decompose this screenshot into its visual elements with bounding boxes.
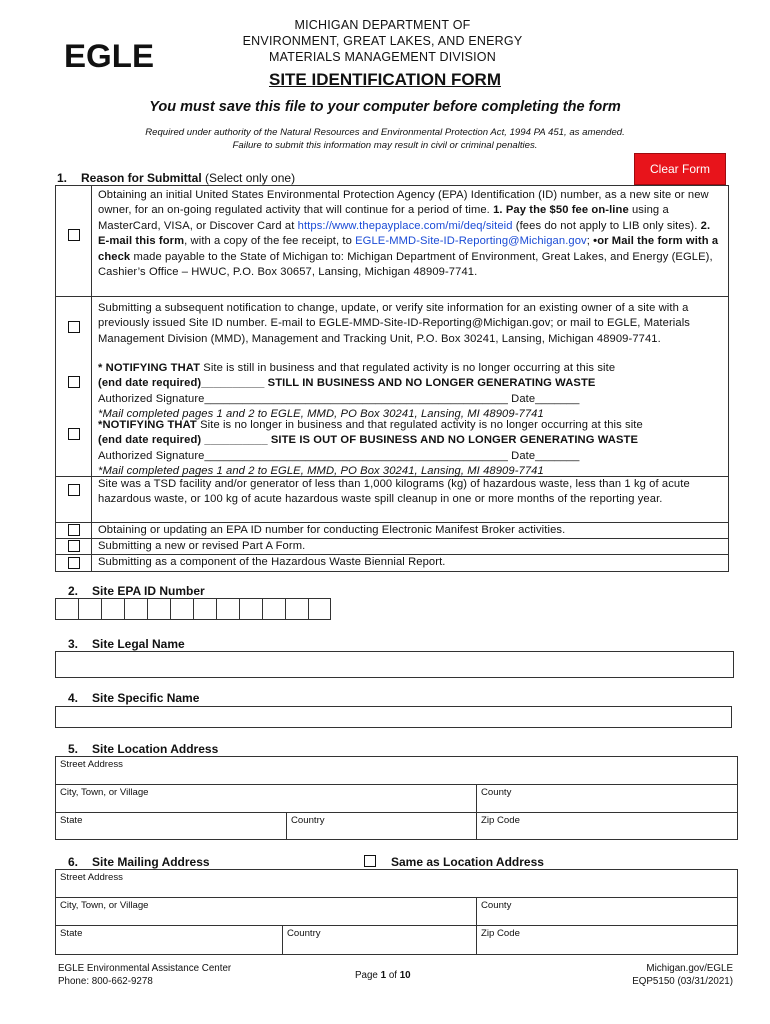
epa-id-char-9[interactable] [239,598,262,620]
section-4-title: Site Specific Name [92,691,200,705]
section-6-title: Site Mailing Address [92,855,210,869]
opt1-text-a: Obtaining an initial United States Environmental Protection Agency (EPA) Identification (ID) number, as a new site or new owner, for an on-going regulated activity that will continue for a period of time. [98,189,709,217]
reason-option-3-text [98,361,720,423]
mailing-zip-field[interactable] [477,926,737,954]
opt1-mail-check: •or Mail the form with a check [98,235,719,263]
opt1-email-form: 2. E-mail this form [98,219,711,248]
agency-line-2: ENVIRONMENT, GREAT LAKES, AND ENERGY [242,34,523,48]
section-2-number: 2. [68,584,79,598]
same-as-location-checkbox[interactable] [364,855,376,867]
reason-option-6-text: Obtaining or updating an EPA ID number for conducting Electronic Manifest Broker activities. [98,524,566,536]
epa-id-char-1[interactable] [55,598,78,620]
section-5-title: Site Location Address [92,742,219,756]
reason-option-4-checkbox[interactable] [68,428,80,440]
section-1-number: 1. [57,171,68,185]
mailing-county-field[interactable] [477,898,737,926]
location-country-label: Country [291,815,325,826]
footer-website[interactable]: Michigan.gov/EGLE [646,963,733,974]
opt3-signature-line[interactable]: Authorized Signature________________________________________________ Date_______ [98,392,580,405]
reason-for-submittal-table [55,185,729,572]
page-total: 10 [399,970,411,981]
agency-name [210,17,555,65]
page-indicator [355,970,411,983]
mailing-street-field[interactable] [56,870,737,898]
reason-option-7-checkbox[interactable] [68,540,80,552]
location-street-field[interactable] [56,757,737,785]
opt3-lead: * NOTIFYING THAT [98,362,201,374]
reason-option-4-text [98,418,720,480]
reason-option-8-checkbox[interactable] [68,557,80,569]
section-1-heading [57,171,295,185]
epa-id-char-8[interactable] [216,598,239,620]
location-county-label: County [481,787,512,798]
section-4-heading [68,691,199,705]
reason-option-8-text: Submitting as a component of the Hazardous Waste Biennial Report. [98,556,446,568]
mailing-country-field[interactable] [283,926,477,954]
location-state-label: State [60,815,83,826]
save-note: You must save this file to your computer before completing the form [149,99,621,115]
opt4-signature-line[interactable]: Authorized Signature________________________________________________ Date_______ [98,449,580,462]
agency-line-1: MICHIGAN DEPARTMENT OF [294,18,471,32]
footer-phone: Phone: 800-662-9278 [58,975,153,987]
reason-option-3-checkbox[interactable] [68,376,80,388]
footer-form-info [632,963,733,988]
epa-id-char-3[interactable] [101,598,124,620]
mailing-street-label: Street Address [60,872,123,883]
reason-option-4 [56,418,728,477]
section-6-heading [68,855,210,869]
mailing-city-field[interactable] [56,898,477,926]
opt3-lead-rest: Site is still in business and that regulated activity is no longer occurring at this site [200,362,616,374]
reason-option-6-checkbox[interactable] [68,524,80,536]
epa-id-char-10[interactable] [262,598,285,620]
reason-option-3 [56,361,728,421]
reason-option-6 [56,523,728,539]
reason-option-1 [56,186,728,297]
opt1-text-c: (fees do not apply to LIB only sites). [512,219,701,232]
page-number: 1 [380,970,387,981]
reason-option-8 [56,555,728,571]
location-zip-field[interactable] [477,813,737,839]
opt1-text-d: , with a copy of the fee receipt, to [184,235,356,248]
section-3-heading [68,637,185,651]
section-2-heading [68,584,205,598]
site-specific-name-input[interactable] [55,706,732,728]
location-state-field[interactable] [56,813,287,839]
epa-id-char-5[interactable] [147,598,170,620]
reason-option-7 [56,539,728,555]
footer-contact [58,963,231,988]
mailing-city-label: City, Town, or Village [60,900,149,911]
opt1-text-b: using a MasterCard, VISA, or Discover Card at [98,204,669,232]
form-title: SITE IDENTIFICATION FORM [268,70,501,89]
opt1-text-e: ; [586,235,594,248]
location-address-block [55,756,738,840]
location-country-field[interactable] [287,813,477,839]
location-city-field[interactable] [56,785,477,813]
reason-option-2-text: Submitting a subsequent notification to change, update, or verify site information for an existing owner of a site with a previously issued Site ID number. E-mail to EGLE-MMD-Site-ID-Reporting@Michigan.gov; or mail to EGLE, Materials Management Division (MMD), Management and Tracking Unit, P.O. Box 30241, Lansing, Michigan 48909-7741. [98,302,690,345]
epa-id-char-12[interactable] [308,598,331,620]
opt1-text-f: made payable to the State of Michigan to: Michigan Department of Environment, Great Lakes, and Energy (EGLE), Cashier’s Office – HWUC, P.O. Box 30657, Lansing, Michigan 48909-7741. [98,250,713,279]
opt4-status-line: (end date required) __________ SITE IS OUT OF BUSINESS AND NO LONGER GENERATING WASTE [98,434,639,447]
footer-center-name: EGLE Environmental Assistance Center [58,963,232,974]
epa-id-char-7[interactable] [193,598,216,620]
epa-id-char-6[interactable] [170,598,193,620]
section-4-number: 4. [68,691,79,705]
reason-option-2 [56,297,728,361]
mailing-state-field[interactable] [56,926,283,954]
logo-text: EGLE [64,40,154,70]
epa-id-char-11[interactable] [285,598,308,620]
location-county-field[interactable] [477,785,737,813]
reason-option-2-checkbox[interactable] [68,321,80,333]
authority-note [90,126,680,152]
location-street-label: Street Address [60,759,123,770]
section-3-number: 3. [68,637,79,651]
opt4-lead: *NOTIFYING THAT [98,419,197,431]
epa-id-char-4[interactable] [124,598,147,620]
location-zip-label: Zip Code [481,815,520,826]
section-5-number: 5. [68,742,79,756]
reason-option-1-checkbox[interactable] [68,229,80,241]
mailing-county-label: County [481,900,512,911]
site-id-email-link[interactable]: EGLE-MMD-Site-ID-Reporting@Michigan.gov [355,235,587,248]
reason-option-7-text: Submitting a new or revised Part A Form. [98,540,306,552]
authority-line-2: Failure to submit this information may result in civil or criminal penalties. [232,140,538,151]
footer-form-code: EQP5150 (03/31/2021) [632,975,733,987]
section-2-title: Site EPA ID Number [92,584,205,598]
clear-form-button[interactable]: Clear Form [634,153,726,185]
authority-line-1: Required under authority of the Natural Resources and Environmental Protection Act, 1994 PA 451, as amended. [145,127,625,138]
site-legal-name-input[interactable] [55,651,734,678]
opt3-mail-instruction: *Mail completed pages 1 and 2 to EGLE, MMD, PO Box 30241, Lansing, MI 48909-7741 [98,408,544,421]
section-3-title: Site Legal Name [92,637,185,651]
opt4-mail-instruction: *Mail completed pages 1 and 2 to EGLE, MMD, PO Box 30241, Lansing, MI 48909-7741 [98,465,544,478]
opt1-pay-online: 1. Pay the $50 fee on-line [493,204,629,217]
section-1-title: Reason for Submittal [81,171,202,185]
opt4-lead-rest: Site is no longer in business and that regulated activity is no longer occurring at this site [196,419,643,431]
mailing-country-label: Country [287,928,321,939]
page-of: of [388,970,397,981]
page-prefix: Page [355,970,378,981]
mailing-address-block [55,869,738,955]
epa-id-char-2[interactable] [78,598,101,620]
mailing-state-label: State [60,928,83,939]
agency-line-3: MATERIALS MANAGEMENT DIVISION [269,50,496,64]
opt3-status-line: (end date required)__________ STILL IN BUSINESS AND NO LONGER GENERATING WASTE [98,377,596,390]
epa-id-input-grid [55,598,331,620]
mailing-zip-label: Zip Code [481,928,520,939]
reason-option-5 [56,477,728,523]
section-5-heading [68,742,218,756]
reason-option-5-checkbox[interactable] [68,484,80,496]
same-as-location-label: Same as Location Address [391,855,544,869]
reason-option-5-text: Site was a TSD facility and/or generator of less than 1,000 kilograms (kg) of hazardous waste, less than 1 kg of acute hazardous waste, or 100 kg of acute hazardous waste spill cleanup in one or more months of the reporting year. [98,478,690,506]
payplace-link[interactable]: https://www.thepayplace.com/mi/deq/siteid [297,219,513,232]
section-1-hint: (Select only one) [205,171,296,185]
reason-option-1-text [98,188,720,280]
location-city-label: City, Town, or Village [60,787,149,798]
egle-logo [64,40,156,70]
section-6-number: 6. [68,855,79,869]
